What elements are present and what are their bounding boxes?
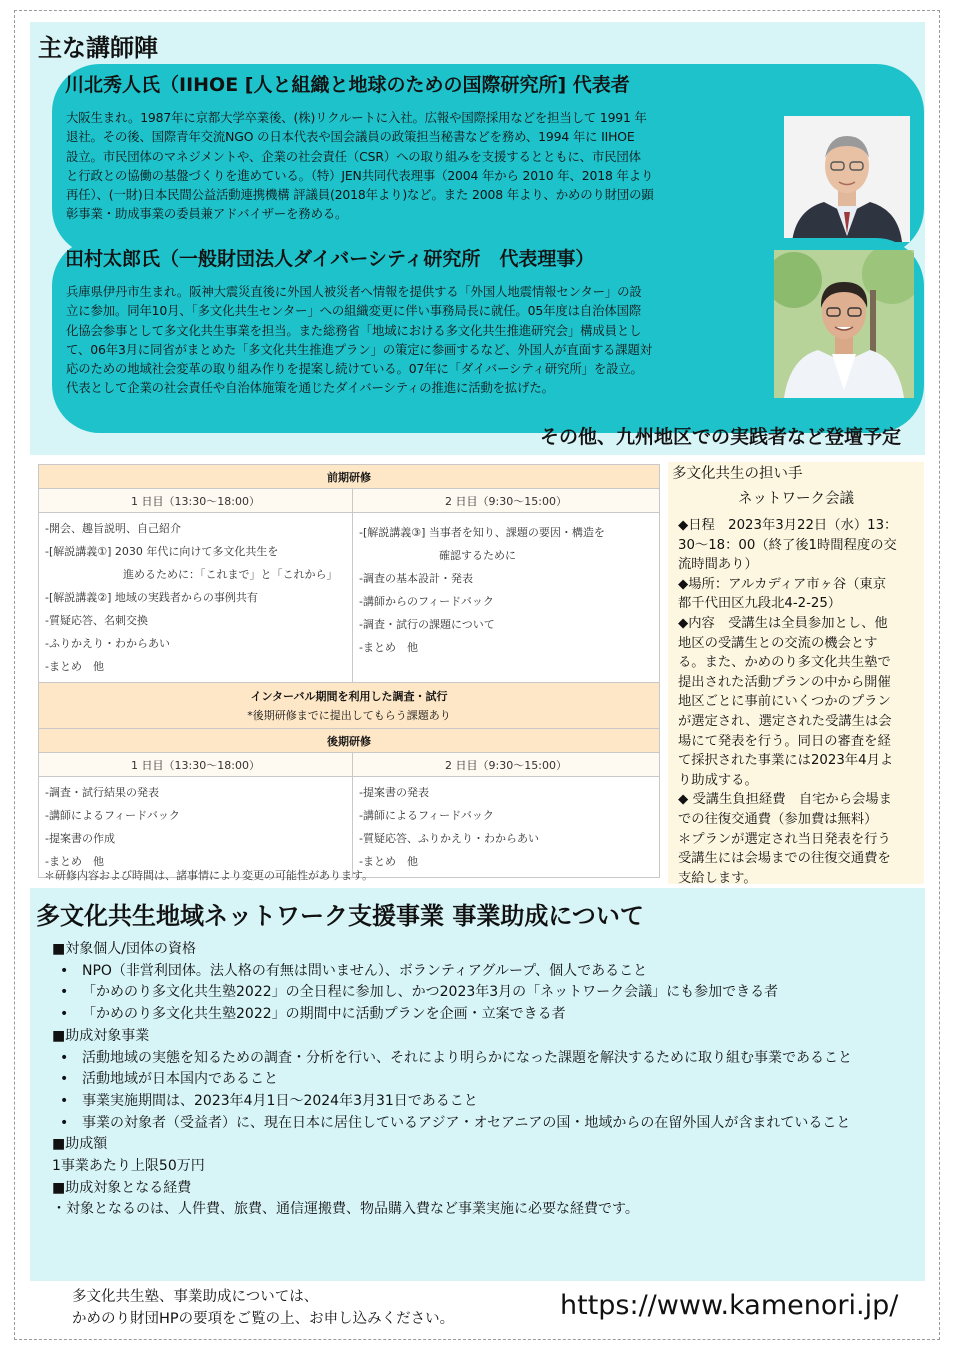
list-item-text: NPO（非営利団体。法人格の有無は問いません）、ボランティアグループ、個人であること <box>82 962 648 979</box>
amount-text: 1事業あたり上限50万円 <box>52 1158 205 1175</box>
interval-title: インターバル期間を利用した調査・試行 <box>250 689 448 703</box>
network-line: ◆場所：アルカディア市ヶ谷（東京 <box>678 576 887 592</box>
schedule-item: -まとめ 他 <box>359 641 418 654</box>
schedule-item: -[解説講義③] 当事者を知り、課題の要因・構造を <box>359 526 605 539</box>
schedule-item: -質疑応答、名刺交換 <box>45 614 148 627</box>
list-item-text: 事業実施期間は、2023年4月1日～2024年3月31日であること <box>82 1092 478 1109</box>
schedule-item: -質疑応答、ふりかえり・わからあい <box>359 832 539 845</box>
first-term-header: 前期研修 <box>39 465 660 489</box>
bio-line: 化協会参事として多文化共生事業を担当。また総務省「地域における多文化共生推進研究会」構成員とし <box>66 322 642 338</box>
list-item <box>52 1091 912 1113</box>
schedule-item: -まとめ 他 <box>45 855 104 868</box>
list-item-text: 「かめのり多文化共生塾2022」の全日程に参加し、かつ2023年3月の「ネットワーク会議」にも参加できる者 <box>82 984 779 1001</box>
network-line: ◆ 受講生負担経費 自宅から会場ま <box>678 792 892 808</box>
network-line: 支給します。 <box>678 870 757 886</box>
lecturer-bio <box>66 108 742 224</box>
bio-line: 兵庫県伊丹市生まれ。阪神大震災直後に外国人被災者へ情報を提供する「外国人地震情報センター」の設 <box>66 284 642 299</box>
lecturer-card-tamura <box>52 238 924 433</box>
list-item <box>52 1069 912 1091</box>
network-line: て採択された事業には2023年4月よ <box>678 753 894 769</box>
network-line: ◆内容 受講生は全員参加とし、他 <box>678 615 888 631</box>
bullet-icon: • <box>60 1114 69 1131</box>
schedule-item: -ふりかえり・わからあい <box>45 637 170 650</box>
expenses-heading: ■助成対象となる経費 <box>52 1179 192 1196</box>
schedule-item: -[解説講義①] 2030 年代に向けて多文化共生を <box>45 545 279 558</box>
lecturer-bio <box>66 282 742 398</box>
schedule-item: -調査の基本設計・発表 <box>359 572 473 585</box>
schedule-item: -提案書の発表 <box>359 786 429 799</box>
day2-header: 2 日目（9:30～15:00） <box>353 753 660 777</box>
bullet-icon: • <box>60 1006 69 1023</box>
grant-details <box>52 939 912 1221</box>
second-day2-cell <box>353 777 660 878</box>
lecturer-name: 田村太郎氏（一般財団法人ダイバーシティ研究所 代表理事） <box>65 248 595 270</box>
bio-line: 設立。市民団体のマネジメントや、企業の社会責任（CSR）への取り組みを支援するとともに、市民団体 <box>66 148 641 164</box>
website-url[interactable]: https://www.kamenori.jp/ <box>560 1290 899 1321</box>
network-line: 地区の受講生との交流の機会とす <box>678 635 878 651</box>
network-line: ＊プランが選定され当日発表を行う <box>678 831 891 847</box>
schedule-item: -講師からのフィードバック <box>359 595 494 608</box>
network-meeting-box <box>668 462 924 884</box>
lecturer-photo <box>784 116 910 242</box>
grant-section <box>30 888 925 1281</box>
list-item-text: 事業の対象者（受益者）に、現在日本に居住しているアジア・オセアニアの国・地域からの在留外国人が含まれていること <box>82 1114 851 1131</box>
schedule-item: -講師によるフィードバック <box>45 809 180 822</box>
footer-line: かめのり財団HPの要項をご覧の上、お申し込みください。 <box>72 1311 455 1327</box>
day1-header: 1 日目（13:30～18:00） <box>39 753 353 777</box>
footer-note <box>72 1286 454 1330</box>
network-line: 30～18：00（終了後1時間程度の交 <box>678 537 897 553</box>
lecturer-photo <box>774 250 914 398</box>
list-item-text: 「かめのり多文化共生塾2022」の期間中に活動プランを企画・立案できる者 <box>82 1006 566 1023</box>
network-line: ◆日程 2023年3月22日（水）13： <box>678 518 898 533</box>
bullet-icon: • <box>60 984 69 1001</box>
network-title-line1: 多文化共生の担い手 <box>672 466 803 482</box>
bio-line: 代表として企業の社会責任や自治体施策を通じたダイバーシティの推進に活動を拡げた。 <box>66 380 554 396</box>
network-line: での往復交通費（参加費は無料） <box>678 811 878 827</box>
list-item-text: 活動地域の実態を知るための調査・分析を行い、それにより明らかになった課題を解決するために取り組む事業であること <box>82 1049 852 1066</box>
bio-line: 退社。その後、国際青年交流NGO の日本代表や国会議員の政策担当秘書などを務め、1994 年に IIHOE <box>66 129 635 145</box>
schedule-item: -[解説講義②] 地域の実践者からの事例共有 <box>45 591 258 604</box>
lecturer-card-kawakita <box>52 64 924 256</box>
first-day2-cell <box>353 513 660 683</box>
schedule-item: 進めるために：「これまで」と「これから」 <box>123 568 338 581</box>
day1-header: 1 日目（13:30～18:00） <box>39 489 353 513</box>
network-line: 都千代田区九段北4-2-25） <box>678 596 842 612</box>
lecturers-title: 主な講師陣 <box>38 34 158 62</box>
bullet-icon: • <box>60 962 69 979</box>
bullet-icon: • <box>60 1092 69 1109</box>
projects-heading: ■助成対象事業 <box>52 1027 150 1044</box>
schedule-item: -まとめ 他 <box>359 855 418 868</box>
network-line: る。また、かめのり多文化共生塾で <box>678 655 891 671</box>
eligibility-heading: ■対象個人/団体の資格 <box>52 941 196 957</box>
network-line: が選定され、選定された受講生は会 <box>678 713 892 729</box>
schedule-item: -調査・試行の課題について <box>359 618 495 631</box>
bio-line: 応のための地域社会変革の取り組み作りを提案し続けている。07年に「ダイバーシティ研究所」を設立。 <box>66 361 643 377</box>
bio-line: と行政との協働の基盤づくりを進めている。（特）JEN共同代表理事（2004 年から 2010 年、2018 年より <box>66 167 654 183</box>
list-item <box>52 1004 912 1026</box>
bio-line: 大阪生まれ。1987年に京都大学卒業後、(株)リクルートに入社。広報や国際採用などを担当して 1991 年 <box>66 110 647 125</box>
list-item-text: 活動地域が日本国内であること <box>82 1071 278 1088</box>
interval-note: *後期研修までに提出してもらう課題あり <box>247 708 451 722</box>
lecturers-section <box>30 22 925 455</box>
amount-heading: ■助成額 <box>52 1136 108 1153</box>
second-term-header: 後期研修 <box>39 729 660 753</box>
footer-line: 多文化共生塾、事業助成については、 <box>72 1289 319 1305</box>
list-item <box>52 982 912 1004</box>
second-day1-cell <box>39 777 353 878</box>
bio-line: 立に参加。同年10月、「多文化共生センター」への組織変更に伴い事務局長に就任。05年度は自治体国際 <box>66 303 642 319</box>
bio-line: 彰事業・助成事業の委員兼アドバイザーを務める。 <box>66 206 348 222</box>
network-line: 場にて発表を行う。同日の審査を経 <box>678 733 891 749</box>
bullet-icon: • <box>60 1071 69 1088</box>
expenses-text: ・対象となるのは、人件費、旅費、通信運搬費、物品購入費など事業実施に必要な経費です。 <box>52 1201 639 1218</box>
schedule-item: -まとめ 他 <box>45 660 104 673</box>
network-title-line2: ネットワーク会議 <box>738 491 854 507</box>
bio-line: 再任）、(一財)日本民間公益活動連携機構 評議員(2018年より)など。また 2008 年より、かめのり財団の顕 <box>66 187 654 203</box>
portrait-icon <box>784 116 910 242</box>
list-item <box>52 961 912 983</box>
network-line: 提出された活動プランの中から開催 <box>678 674 891 690</box>
interval-row <box>39 683 660 729</box>
network-line: り助成する。 <box>678 772 758 788</box>
lecturer-name: 川北秀人氏（IIHOE [人と組織と地球のための国際研究所] 代表者 <box>65 74 630 96</box>
network-line: 流時間あり） <box>678 557 758 573</box>
schedule-note: ＊研修内容および時間は、諸事情により変更の可能性があります。 <box>44 869 374 882</box>
network-line: 受講生には会場までの往復交通費を <box>678 851 891 867</box>
schedule-item: 確認するために <box>439 549 516 562</box>
schedule-item: -提案書の作成 <box>45 832 115 845</box>
schedule-item: -開会、趣旨説明、自己紹介 <box>45 522 181 535</box>
bullet-icon: • <box>60 1049 69 1066</box>
other-speakers-note: その他、九州地区での実践者など登壇予定 <box>539 426 901 448</box>
network-details <box>678 516 918 888</box>
bio-line: て、06年3月に同省がまとめた「多文化共生推進プラン」の策定に参画するなど、外国人が直面する課題対 <box>66 341 653 357</box>
first-day1-cell <box>39 513 353 683</box>
grant-title: 多文化共生地域ネットワーク支援事業 事業助成について <box>36 902 644 930</box>
list-item <box>52 1048 912 1070</box>
list-item <box>52 1113 912 1135</box>
schedule-item: -調査・試行結果の発表 <box>45 786 159 799</box>
schedule-item: -講師によるフィードバック <box>359 809 494 822</box>
network-line: 地区ごとに事前にいくつかのプラン <box>678 694 891 710</box>
portrait-icon <box>774 250 914 398</box>
day2-header: 2 日目（9:30～15:00） <box>353 489 660 513</box>
schedule-table <box>38 464 660 878</box>
